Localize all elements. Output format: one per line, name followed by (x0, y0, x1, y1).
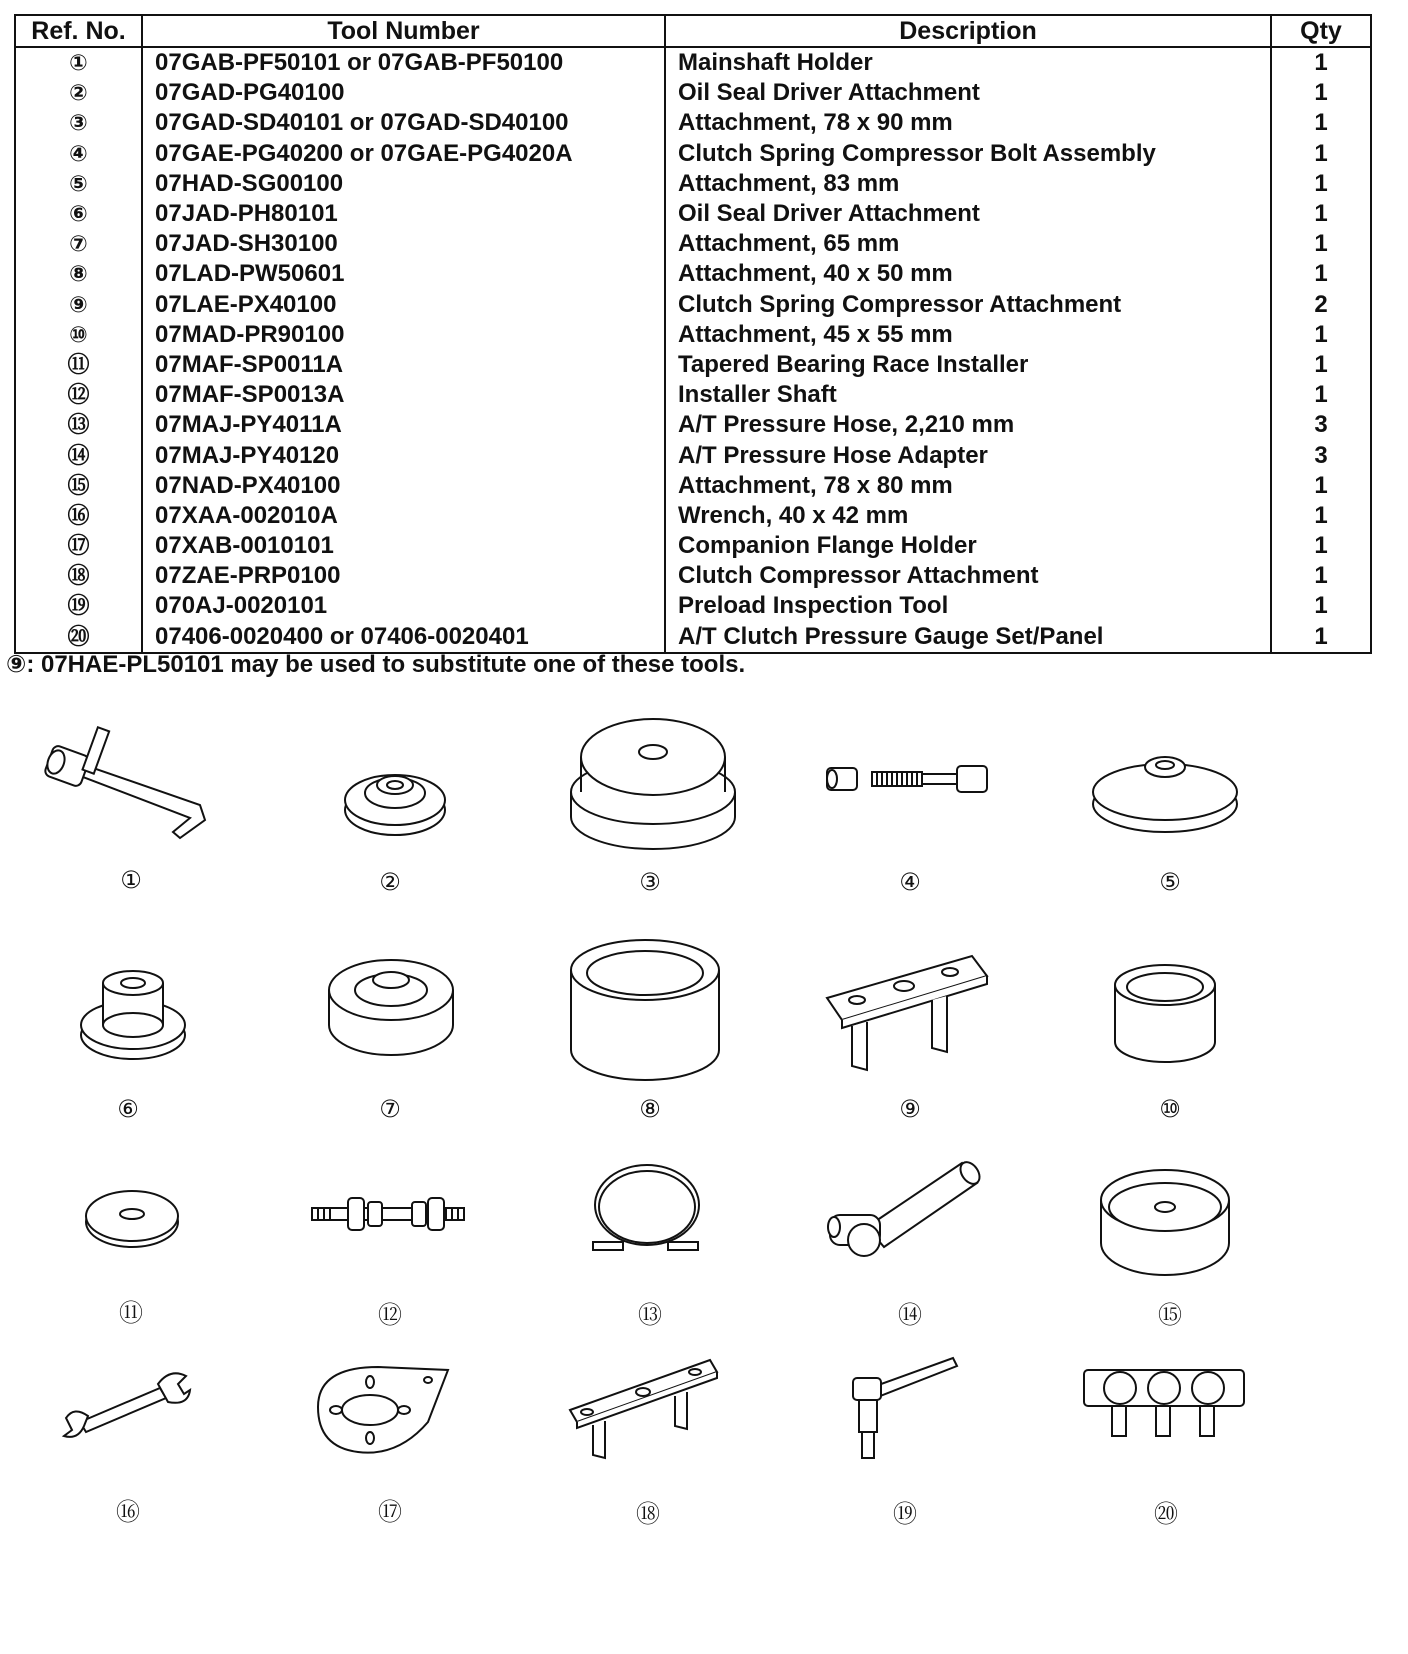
table-row (15, 440, 1371, 470)
qty-cell: 1 (1271, 47, 1371, 78)
substitution-note: ⑨: 07HAE-PL50101 may be used to substitute one of these tools. (6, 651, 746, 678)
ref-cell: ⑯ (15, 501, 142, 531)
tool-number-cell: 07XAA-002010A (142, 501, 665, 531)
table-row (15, 169, 1371, 199)
attachment-45x55-icon (1110, 960, 1220, 1070)
ref-cell: ⑮ (15, 471, 142, 501)
tool-number-cell: 07GAB-PF50101 or 07GAB-PF50100 (142, 47, 665, 78)
ref-cell: ⑨ (15, 290, 142, 320)
description-cell: Wrench, 40 x 42 mm (665, 501, 1271, 531)
tool-number-cell: 07406-0020400 or 07406-0020401 (142, 622, 665, 653)
bolt-assembly-icon (822, 760, 992, 800)
table-row (15, 380, 1371, 410)
tool-number-cell: 07GAD-PG40100 (142, 78, 665, 108)
table-row (15, 471, 1371, 501)
ref-cell: ⑲ (15, 591, 142, 621)
figure-label: ⑮ (1158, 1302, 1182, 1329)
hose-adapter-icon (822, 1155, 982, 1265)
table-header-row (15, 15, 1371, 47)
preload-tool-icon (845, 1348, 965, 1463)
ref-cell: ⑬ (15, 410, 142, 440)
figure-label: ④ (899, 869, 921, 896)
table-row (15, 229, 1371, 259)
attachment-40x50-icon (568, 935, 723, 1085)
description-cell: Attachment, 78 x 80 mm (665, 471, 1271, 501)
tool-number-cell: 070AJ-0020101 (142, 591, 665, 621)
special-tools-table (14, 14, 1372, 654)
figure-label: ⑨ (899, 1096, 921, 1123)
qty-cell: 3 (1271, 440, 1371, 470)
ref-cell: ② (15, 78, 142, 108)
qty-cell: 1 (1271, 380, 1371, 410)
oil-seal-driver-icon (340, 755, 450, 845)
table-row (15, 501, 1371, 531)
tool-number-cell: 07NAD-PX40100 (142, 471, 665, 501)
ref-cell: ⑭ (15, 440, 142, 470)
compressor-attachment-icon (822, 948, 992, 1078)
tool-number-cell: 07GAE-PG40200 or 07GAE-PG4020A (142, 139, 665, 169)
description-cell: A/T Pressure Hose Adapter (665, 440, 1271, 470)
qty-cell: 1 (1271, 531, 1371, 561)
ref-cell: ⑫ (15, 380, 142, 410)
qty-cell: 1 (1271, 169, 1371, 199)
tool-number-cell: 07GAD-SD40101 or 07GAD-SD40100 (142, 108, 665, 138)
description-cell: Clutch Compressor Attachment (665, 561, 1271, 591)
table-row (15, 622, 1371, 653)
qty-cell: 1 (1271, 229, 1371, 259)
description-cell: A/T Clutch Pressure Gauge Set/Panel (665, 622, 1271, 653)
description-cell: Attachment, 45 x 55 mm (665, 320, 1271, 350)
ref-cell: ⑩ (15, 320, 142, 350)
flange-holder-icon (308, 1352, 458, 1462)
tool-number-cell: 07MAF-SP0011A (142, 350, 665, 380)
header-tool-number: Tool Number (142, 15, 665, 47)
description-cell: Installer Shaft (665, 380, 1271, 410)
figure-label: ⑩ (1159, 1096, 1181, 1123)
qty-cell: 1 (1271, 139, 1371, 169)
description-cell: Companion Flange Holder (665, 531, 1271, 561)
qty-cell: 1 (1271, 199, 1371, 229)
ref-cell: ③ (15, 108, 142, 138)
attachment-78x80-icon (1098, 1165, 1233, 1280)
table-row (15, 320, 1371, 350)
attachment-65-icon (326, 945, 456, 1065)
description-cell: Oil Seal Driver Attachment (665, 199, 1271, 229)
qty-cell: 1 (1271, 320, 1371, 350)
tool-number-cell: 07LAD-PW50601 (142, 259, 665, 289)
ref-cell: ④ (15, 139, 142, 169)
attachment-83-icon (1090, 742, 1240, 837)
ref-cell: ⑧ (15, 259, 142, 289)
figure-label: ⑦ (379, 1096, 401, 1123)
header-ref-no: Ref. No. (15, 15, 142, 47)
ref-cell: ⑪ (15, 350, 142, 380)
ref-cell: ⑤ (15, 169, 142, 199)
figure-label: ⑰ (378, 1499, 402, 1526)
figure-label: ⑬ (638, 1302, 662, 1329)
description-cell: Attachment, 40 x 50 mm (665, 259, 1271, 289)
figure-label: ⑯ (116, 1499, 140, 1526)
figure-label: ⑱ (636, 1501, 660, 1528)
clutch-compressor-icon (565, 1350, 725, 1465)
description-cell: A/T Pressure Hose, 2,210 mm (665, 410, 1271, 440)
tool-number-cell: 07HAD-SG00100 (142, 169, 665, 199)
mainshaft-holder-icon (40, 720, 220, 850)
gauge-panel-icon (1080, 1362, 1250, 1447)
figure-label: ⑤ (1159, 869, 1181, 896)
ref-cell: ⑰ (15, 531, 142, 561)
qty-cell: 1 (1271, 78, 1371, 108)
tool-number-cell: 07JAD-SH30100 (142, 229, 665, 259)
ref-cell: ⑦ (15, 229, 142, 259)
qty-cell: 1 (1271, 501, 1371, 531)
table-row (15, 78, 1371, 108)
table-row (15, 199, 1371, 229)
figure-label: ⑧ (639, 1096, 661, 1123)
description-cell: Attachment, 78 x 90 mm (665, 108, 1271, 138)
tool-number-cell: 07MAD-PR90100 (142, 320, 665, 350)
figure-label: ③ (639, 869, 661, 896)
installer-shaft-icon (308, 1192, 468, 1237)
table-row (15, 139, 1371, 169)
table-row (15, 410, 1371, 440)
tool-number-cell: 07MAJ-PY40120 (142, 440, 665, 470)
table-row (15, 350, 1371, 380)
qty-cell: 2 (1271, 290, 1371, 320)
description-cell: Oil Seal Driver Attachment (665, 78, 1271, 108)
attachment-78x90-icon (568, 712, 738, 852)
figure-label: ⑳ (1154, 1501, 1178, 1528)
table-row (15, 290, 1371, 320)
ref-cell: ⑳ (15, 622, 142, 653)
qty-cell: 1 (1271, 350, 1371, 380)
oil-seal-driver-attachment-icon (78, 955, 188, 1065)
table-row (15, 259, 1371, 289)
figure-label: ⑲ (893, 1501, 917, 1528)
wrench-icon (60, 1360, 195, 1450)
qty-cell: 1 (1271, 471, 1371, 501)
qty-cell: 1 (1271, 108, 1371, 138)
description-cell: Clutch Spring Compressor Bolt Assembly (665, 139, 1271, 169)
figure-label: ⑥ (117, 1096, 139, 1123)
tool-number-cell: 07MAJ-PY4011A (142, 410, 665, 440)
ref-cell: ⑥ (15, 199, 142, 229)
table-row (15, 531, 1371, 561)
qty-cell: 1 (1271, 561, 1371, 591)
table-row (15, 561, 1371, 591)
tool-number-cell: 07MAF-SP0013A (142, 380, 665, 410)
figure-label: ⑭ (898, 1302, 922, 1329)
tool-number-cell: 07ZAE-PRP0100 (142, 561, 665, 591)
qty-cell: 1 (1271, 259, 1371, 289)
pressure-hose-icon (590, 1160, 705, 1260)
description-cell: Preload Inspection Tool (665, 591, 1271, 621)
race-installer-icon (82, 1182, 182, 1252)
figure-label: ⑫ (378, 1302, 402, 1329)
table-row (15, 591, 1371, 621)
description-cell: Mainshaft Holder (665, 47, 1271, 78)
qty-cell: 3 (1271, 410, 1371, 440)
qty-cell: 1 (1271, 591, 1371, 621)
figure-label: ⑪ (119, 1300, 143, 1327)
table-row (15, 47, 1371, 78)
tool-number-cell: 07JAD-PH80101 (142, 199, 665, 229)
description-cell: Attachment, 83 mm (665, 169, 1271, 199)
header-qty: Qty (1271, 15, 1371, 47)
description-cell: Clutch Spring Compressor Attachment (665, 290, 1271, 320)
qty-cell: 1 (1271, 622, 1371, 653)
table-row (15, 108, 1371, 138)
figure-label: ② (379, 869, 401, 896)
figure-label: ① (120, 867, 142, 894)
tool-number-cell: 07XAB-0010101 (142, 531, 665, 561)
tool-number-cell: 07LAE-PX40100 (142, 290, 665, 320)
description-cell: Tapered Bearing Race Installer (665, 350, 1271, 380)
description-cell: Attachment, 65 mm (665, 229, 1271, 259)
header-description: Description (665, 15, 1271, 47)
ref-cell: ⑱ (15, 561, 142, 591)
ref-cell: ① (15, 47, 142, 78)
